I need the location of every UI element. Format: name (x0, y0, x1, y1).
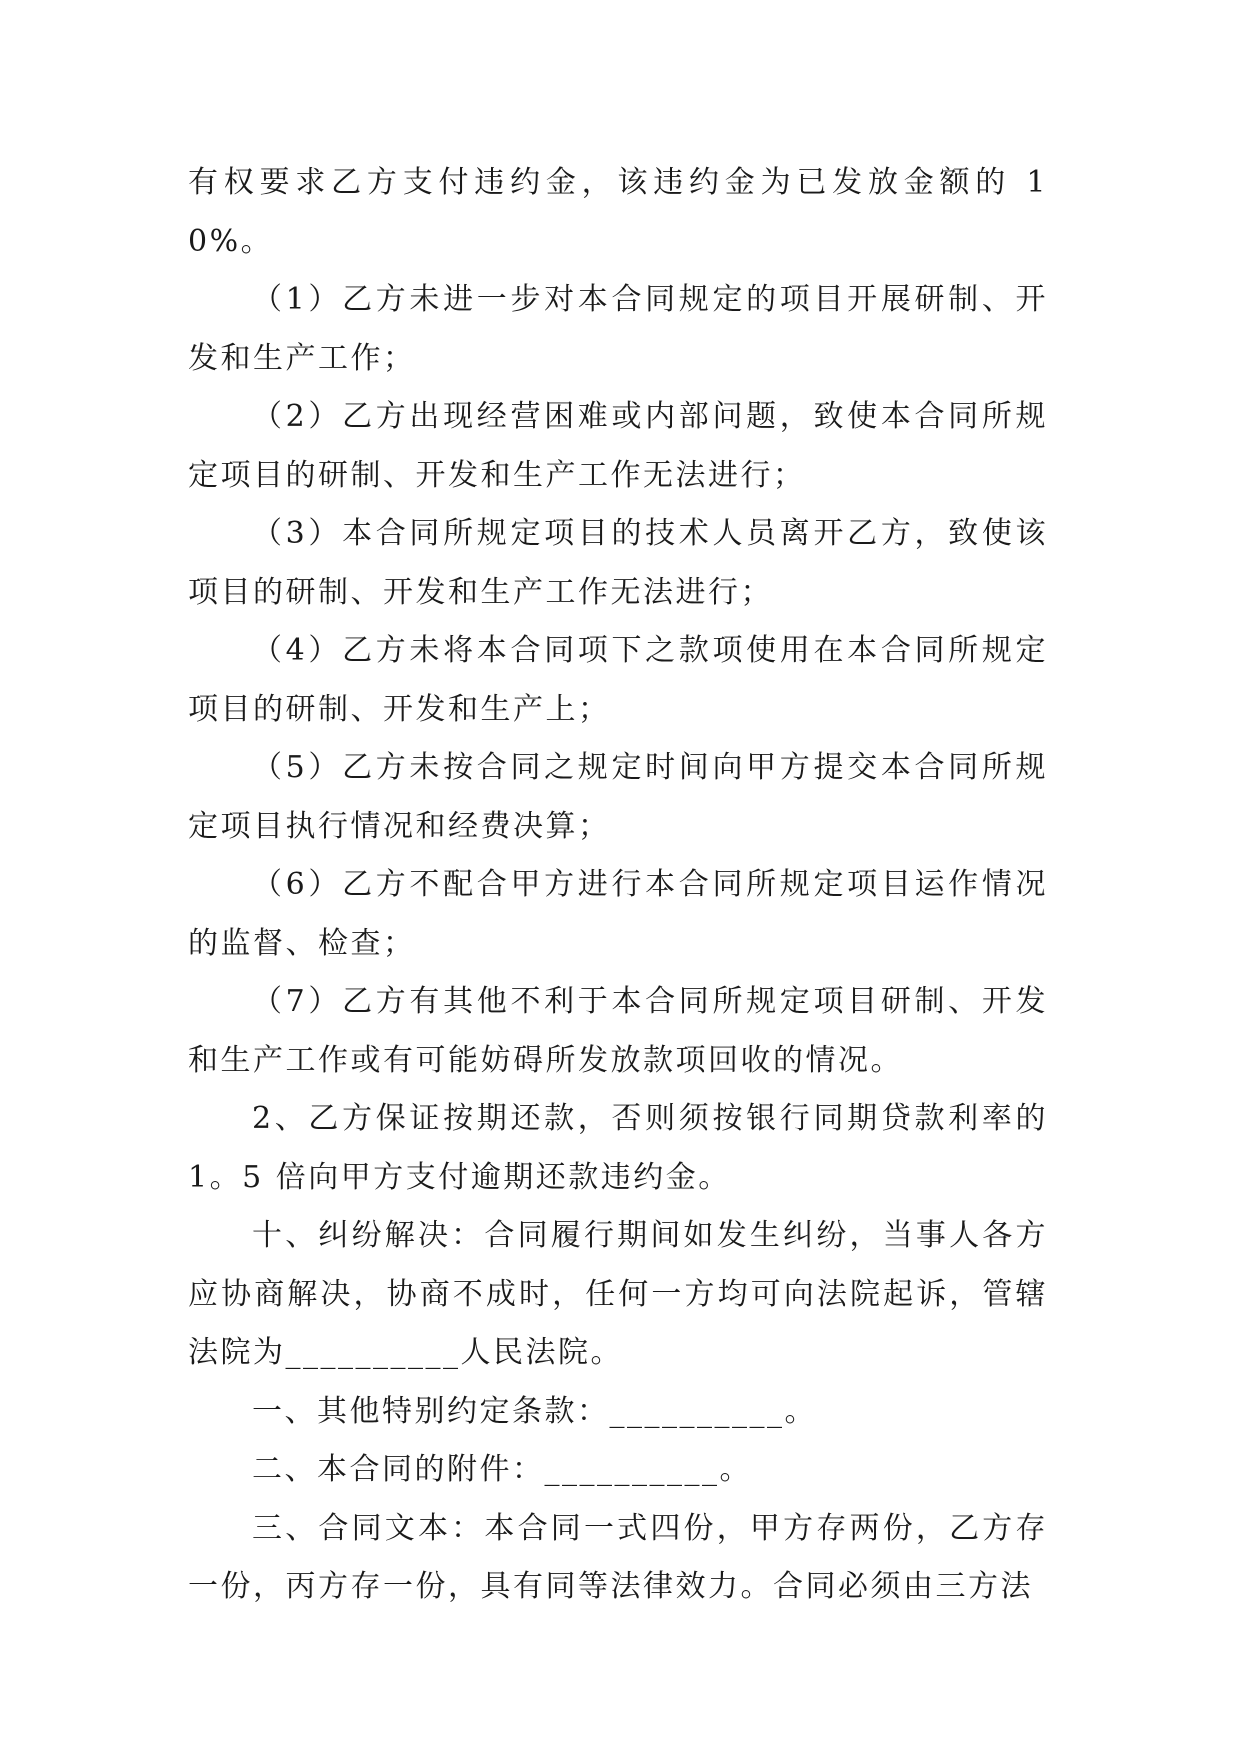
paragraph-item-7: （7）乙方有其他不利于本合同所规定项目研制、开发和生产工作或有可能妨碍所发放款项回收的情况。 (188, 984, 1048, 1078)
paragraph-contract-copies: 三、合同文本：本合同一式四份，甲方存两份，乙方存一份，丙方存一份，具有同等法律效力。合同必须由三方法 (188, 1510, 1048, 1604)
paragraph-attachments: 二、本合同的附件：__________。 (252, 1452, 752, 1487)
paragraph-item-1: （1）乙方未进一步对本合同规定的项目开展研制、开发和生产工作； (188, 282, 1048, 376)
paragraph-repayment-guarantee: 2、乙方保证按期还款，否则须按银行同期贷款利率的 1。5 倍向甲方支付逾期还款违约金。 (188, 1101, 1048, 1195)
paragraph-item-6: （6）乙方不配合甲方进行本合同所规定项目运作情况的监督、检查； (188, 867, 1048, 961)
paragraph-item-4: （4）乙方未将本合同项下之款项使用在本合同所规定项目的研制、开发和生产上； (188, 633, 1048, 727)
paragraph-item-2: （2）乙方出现经营困难或内部问题，致使本合同所规定项目的研制、开发和生产工作无法进行； (188, 399, 1048, 493)
paragraph-special-terms: 一、其他特别约定条款：__________。 (252, 1393, 817, 1429)
paragraph-item-3: （3）本合同所规定项目的技术人员离开乙方，致使该项目的研制、开发和生产工作无法进行； (188, 516, 1048, 610)
paragraph-dispute-resolution: 十、纠纷解决：合同履行期间如发生纠纷，当事人各方应协商解决，协商不成时，任何一方均可向法院起诉，管辖法院为__________人民法院。 (188, 1218, 1048, 1370)
document-body (188, 154, 1048, 1617)
paragraph-penalty-intro: 有权要求乙方支付违约金，该违约金为已发放金额的 10%。 (188, 165, 1048, 259)
paragraph-item-5: （5）乙方未按合同之规定时间向甲方提交本合同所规定项目执行情况和经费决算； (188, 750, 1048, 844)
